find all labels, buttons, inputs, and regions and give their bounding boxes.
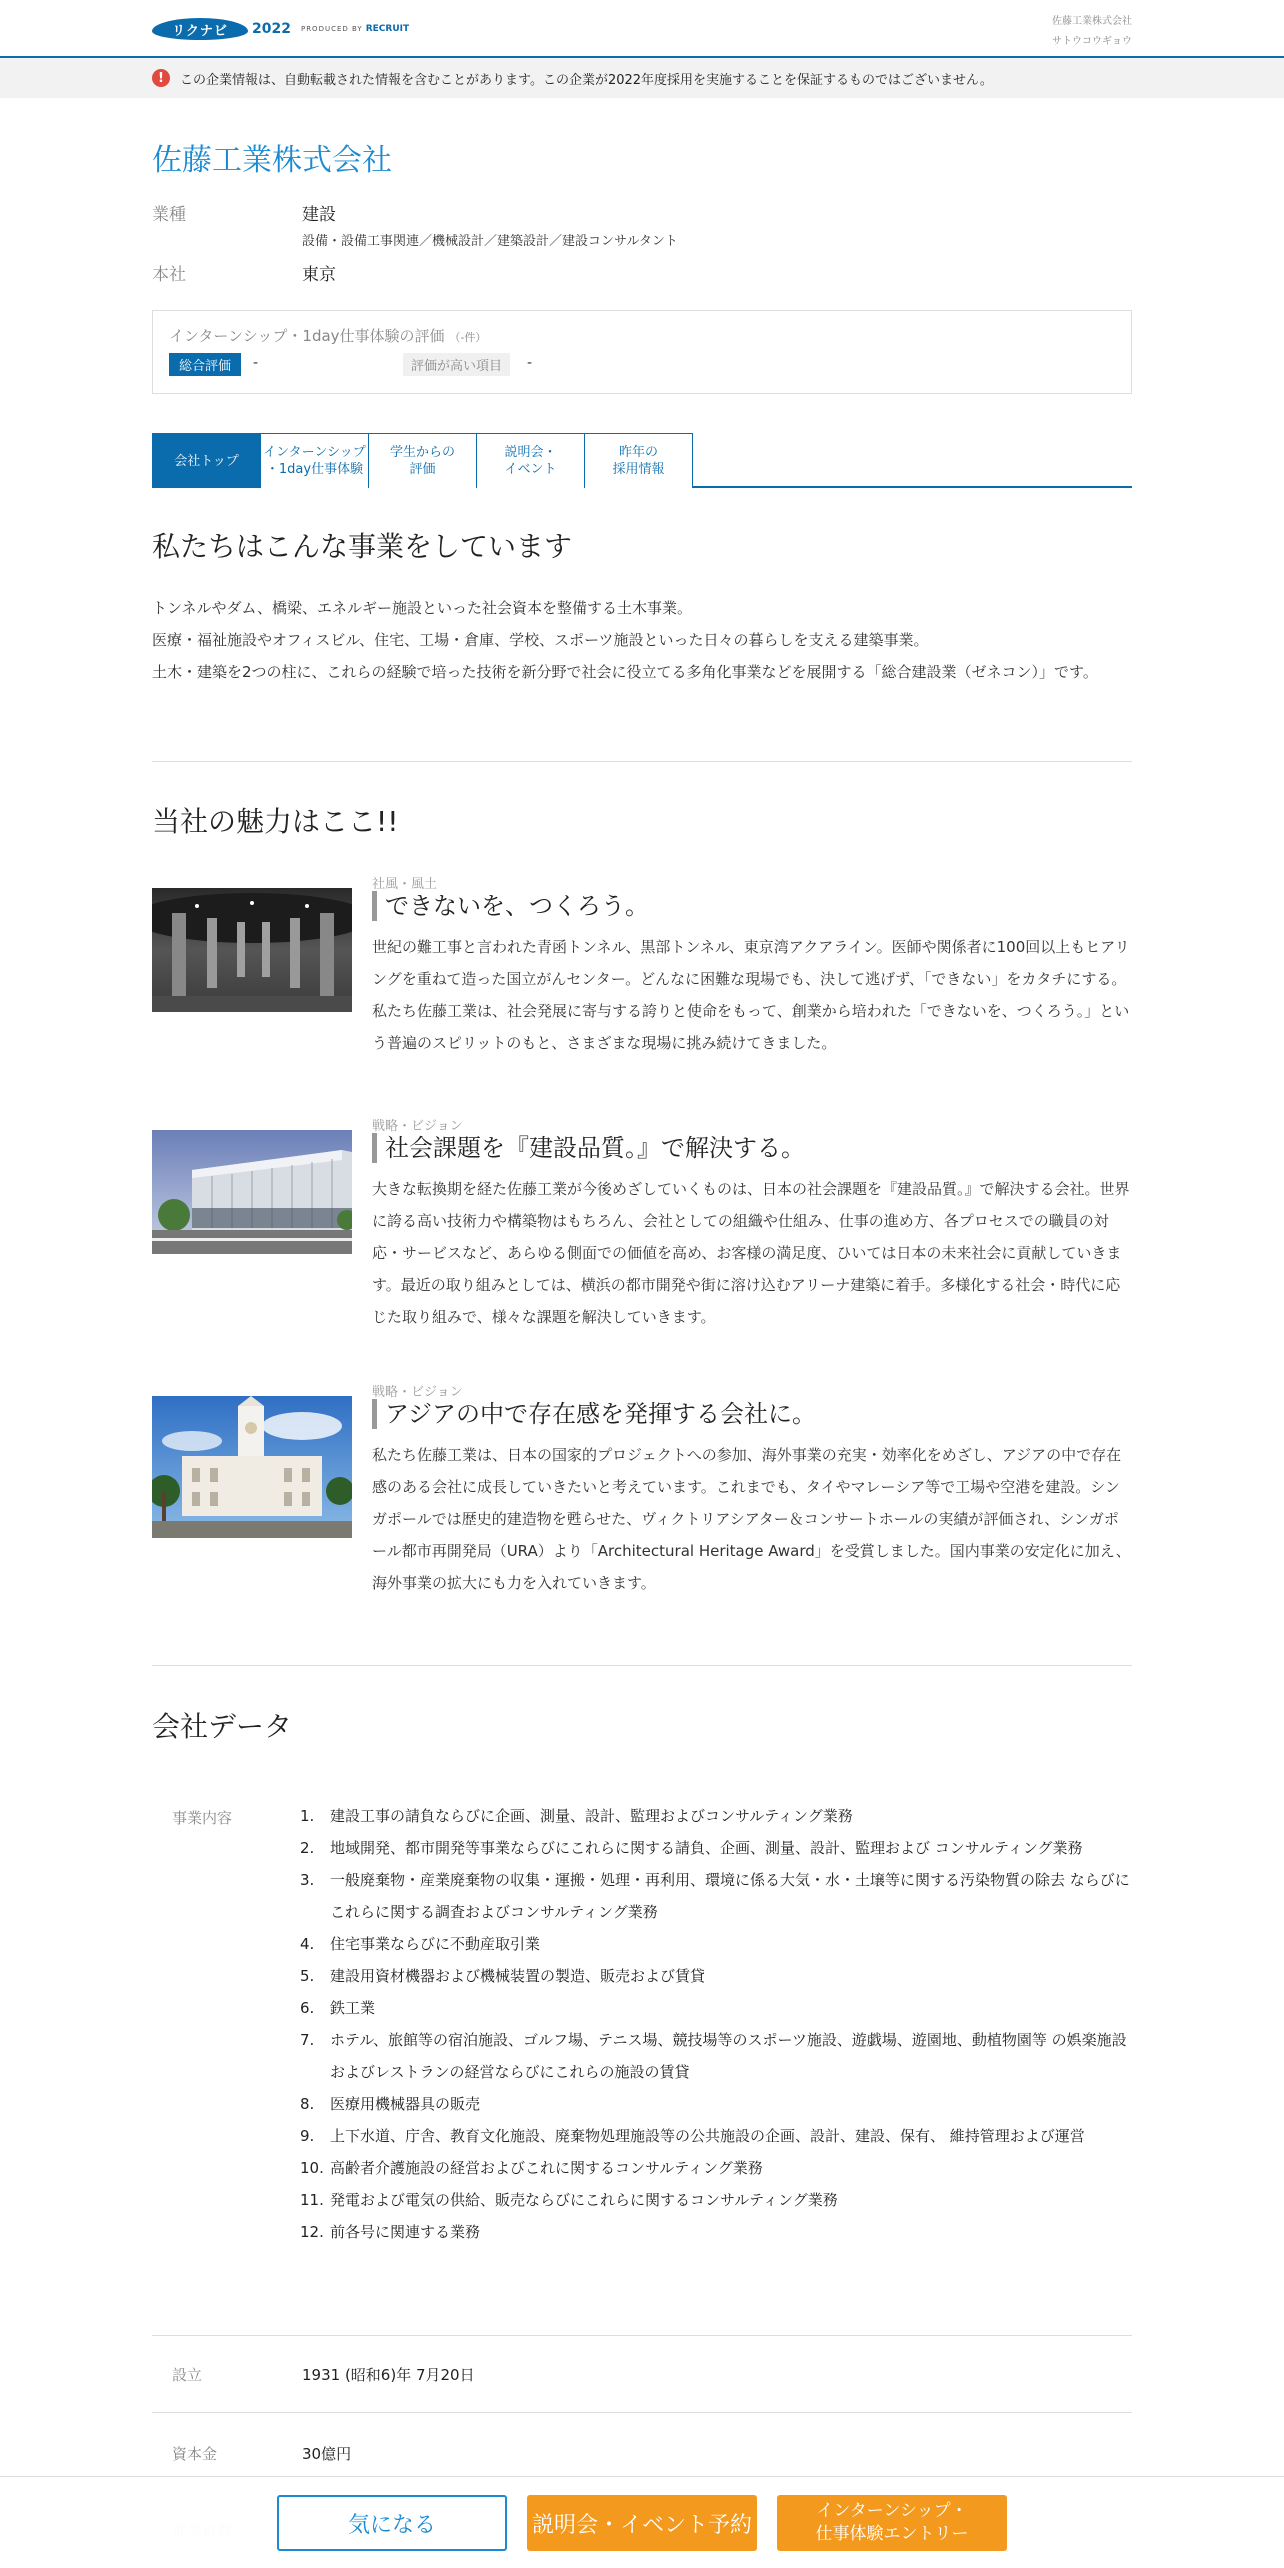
item-number: 8. (300, 2095, 315, 2113)
charm-text: 私たち佐藤工業は、日本の国家的プロジェクトへの参加、海外事業の充実・効率化をめざし、アジアの中で存在感のある会社に成長していきたいと考えています。これまでも、タイやマレーシア等で工場や空港を建設。シンガポールでは歴史的建造物を甦らせた、ヴィクトリアシアター＆コンサートホールの実績が評価され、シンガポール都市再開発局（URA）より「Architectural Heritage Award」を受賞しました。国内事業の安定化に加え、海外事業の拡大にも力を入れていきます。 (372, 1446, 1131, 1592)
divider (152, 2412, 1132, 2413)
founded-value: 1931 (昭和6)年 7月20日 (302, 2366, 475, 2384)
item-number: 3. (300, 1871, 315, 1889)
charm-item (152, 873, 1132, 1073)
overall-rating-tag: 総合評価 (169, 353, 241, 376)
charm-text: 世紀の難工事と言われた青函トンネル、黒部トンネル、東京湾アクアライン。医師や関係者に100回以上もヒアリングを重ねて造った国立がんセンター。どんなに困難な現場でも、決して逃げず、「できない」をカタチにする。私たち佐藤工業は、社会発展に寄与する誇りと使命をもって、創業から培われた「できないを、つくろう。」という普遍のスピリットのもと、さまざまな現場に挑み続けてきました。 (372, 938, 1130, 1052)
favorite-button[interactable]: 気になる (277, 2495, 507, 2551)
item-text: 地域開発、都市開発等事業ならびにこれらに関する請負、企画、測量、設計、監理および コンサルティング業務 (330, 1839, 1083, 1857)
item-text: 建設工事の請負ならびに企画、測量、設計、監理およびコンサルティング業務 (330, 1807, 853, 1825)
button-label-line2: 仕事体験エントリー (815, 2524, 969, 2544)
logo-year: 2022 (252, 21, 291, 37)
founded-label: 設立 (172, 2366, 203, 2384)
tunnel-photo (152, 888, 352, 1012)
business-content-label: 事業内容 (172, 1809, 233, 1827)
item-number: 2. (300, 1839, 315, 1857)
header-company-kana: サトウコウギョウ (1052, 36, 1132, 47)
tab-label-2: イベント (504, 462, 557, 477)
tab-label-2: 評価 (409, 462, 436, 477)
site-header (0, 0, 1284, 58)
item-text: ホテル、旅館等の宿泊施設、ゴルフ場、テニス場、競技場等のスポーツ施設、遊戯場、遊園地、動植物園等 の娯楽施設およびレストランの経営ならびにこれらの施設の賃貸 (330, 2031, 1127, 2081)
logo-mark: リクナビ (152, 18, 248, 40)
charm-text: 大きな転換期を経た佐藤工業が今後めざしていくものは、日本の社会課題を『建設品質。』で解決する会社。世界に誇る高い技術力や構築物はもちろん、会社としての組織や仕組み、仕事の進め方、各プロセスでの職員の対応・サービスなど、あらゆる側面での価値を高め、お客様の満足度、ひいては日本の未来社会に貢献していきます。最近の取り組みとしては、横浜の都市開発や街に溶け込むアリーナ建築に着手。多様化する社会・時代に応じた取り組みで、様々な課題を解決していきます。 (372, 1180, 1130, 1326)
list-item (300, 1928, 1130, 1960)
industry-sub: 設備・設備工事関連／機械設計／建築設計／建設コンサルタント (302, 234, 678, 249)
list-item (300, 2216, 1130, 2248)
company-tabs (152, 433, 1132, 488)
item-number: 9. (300, 2127, 315, 2145)
internship-entry-button[interactable] (777, 2495, 1007, 2551)
divider (152, 1665, 1132, 1666)
tab-label: インターンシップ (263, 445, 366, 460)
item-text: 建設用資材機器および機械装置の製造、販売および賃貸 (330, 1967, 706, 1985)
list-item (300, 2088, 1130, 2120)
event-reservation-button[interactable]: 説明会・イベント予約 (527, 2495, 757, 2551)
item-text: 発電および電気の供給、販売ならびにこれらに関するコンサルティング業務 (330, 2191, 838, 2209)
high-rated-tag: 評価が高い項目 (403, 353, 510, 376)
business-line: トンネルやダム、橋梁、エネルギー施設といった社会資本を整備する土木事業。 (152, 599, 693, 617)
charm-category: 戦略・ビジョン (372, 1119, 463, 1134)
item-text: 医療用機械器具の販売 (330, 2095, 481, 2113)
divider (152, 2335, 1132, 2336)
charm-title: アジアの中で存在感を発揮する会社に。 (372, 1399, 816, 1429)
evaluation-title (169, 325, 486, 346)
charm-title: できないを、つくろう。 (372, 891, 649, 921)
business-heading: 私たちはこんな事業をしています (152, 530, 573, 563)
item-number: 5. (300, 1967, 315, 1985)
item-text: 一般廃棄物・産業廃棄物の収集・運搬・処理・再利用、環境に係る大気・水・土壌等に関する汚染物質の除去 ならびにこれらに関する調査およびコンサルティング業務 (330, 1871, 1130, 1921)
hq-label: 本社 (152, 265, 186, 285)
tab-student-reviews[interactable] (368, 433, 477, 488)
item-number: 4. (300, 1935, 315, 1953)
list-item (300, 1832, 1130, 1864)
header-company (1052, 12, 1132, 52)
list-item (300, 1960, 1130, 1992)
business-content-list (300, 1800, 1130, 2248)
industry-label: 業種 (152, 205, 186, 225)
header-company-name: 佐藤工業株式会社 (1052, 16, 1132, 27)
button-label-line1: インターンシップ・ (816, 2501, 968, 2521)
item-text: 住宅事業ならびに不動産取引業 (330, 1935, 541, 1953)
item-number: 6. (300, 1999, 315, 2017)
item-number: 1. (300, 1807, 315, 1825)
produced-by: PRODUCED BY (300, 25, 363, 33)
action-bar (0, 2476, 1284, 2568)
business-line: 土木・建築を2つの柱に、これらの経験で培った技術を新分野で社会に役立てる多角化事業などを展開する「総合建設業（ゼネコン）」です。 (152, 663, 1098, 681)
evaluation-title-text: インターンシップ・1day仕事体験の評価 (169, 327, 445, 345)
charm-item (152, 1115, 1132, 1345)
rikunabi-logo[interactable] (152, 18, 409, 40)
list-item (300, 2024, 1130, 2088)
capital-label: 資本金 (172, 2445, 218, 2463)
item-number: 7. (300, 2031, 315, 2049)
alert-icon: ! (152, 69, 170, 87)
charm-category: 戦略・ビジョン (372, 1385, 463, 1400)
divider (152, 761, 1132, 762)
item-number: 11. (300, 2191, 324, 2209)
list-item (300, 1864, 1130, 1928)
charm-category: 社風・風土 (372, 877, 438, 892)
tab-internship[interactable] (260, 433, 369, 488)
evaluation-count: （-件） (449, 331, 487, 344)
item-number: 10. (300, 2159, 324, 2177)
tab-last-year-hiring[interactable] (584, 433, 693, 488)
tab-label: 説明会・ (504, 445, 557, 460)
list-item (300, 2120, 1130, 2152)
list-item (300, 2184, 1130, 2216)
item-text: 上下水道、庁舎、教育文化施設、廃棄物処理施設等の公共施設の企画、設計、建設、保有、 維持管理および運営 (330, 2127, 1085, 2145)
item-text: 高齢者介護施設の経営およびこれに関するコンサルティング業務 (330, 2159, 763, 2177)
company-name: 佐藤工業株式会社 (152, 143, 392, 178)
recruit-logo: RECRUIT (365, 24, 410, 34)
industry-value: 建設 (302, 205, 336, 225)
tab-label: 昨年の (618, 445, 658, 460)
list-item (300, 2152, 1130, 2184)
item-number: 12. (300, 2223, 324, 2241)
high-rated-value: - (527, 355, 533, 371)
item-text: 鉄工業 (330, 1999, 376, 2017)
business-line: 医療・福祉施設やオフィスビル、住宅、工場・倉庫、学校、スポーツ施設といった日々の暮らしを支える建築事業。 (152, 631, 929, 649)
charm-heading: 当社の魅力はここ!! (152, 805, 399, 838)
charm-item (152, 1381, 1132, 1621)
arena-building-photo (152, 1130, 352, 1254)
evaluation-box (152, 310, 1132, 394)
list-item (300, 1800, 1130, 1832)
tab-label-2: 採用情報 (612, 462, 665, 477)
tab-label: 学生からの (389, 445, 455, 460)
tab-events[interactable] (476, 433, 585, 488)
notice-text: この企業情報は、自動転載された情報を含むことがあります。この企業が2022年度採用を実施することを保証するものではございません。 (180, 72, 993, 88)
charm-title: 社会課題を『建設品質。』で解決する。 (372, 1133, 805, 1163)
hq-value: 東京 (302, 265, 336, 285)
notice-banner (0, 58, 1284, 98)
tab-label-2: ・1day仕事体験 (265, 462, 364, 477)
business-text (152, 592, 1132, 688)
list-item (300, 1992, 1130, 2024)
tab-label: 会社トップ (174, 453, 239, 469)
capital-value: 30億円 (302, 2445, 352, 2463)
victoria-theatre-photo (152, 1396, 352, 1538)
tab-company-top[interactable] (152, 433, 261, 488)
company-data-heading: 会社データ (152, 1710, 293, 1743)
overall-rating-value: - (253, 355, 259, 371)
item-text: 前各号に関連する業務 (330, 2223, 481, 2241)
